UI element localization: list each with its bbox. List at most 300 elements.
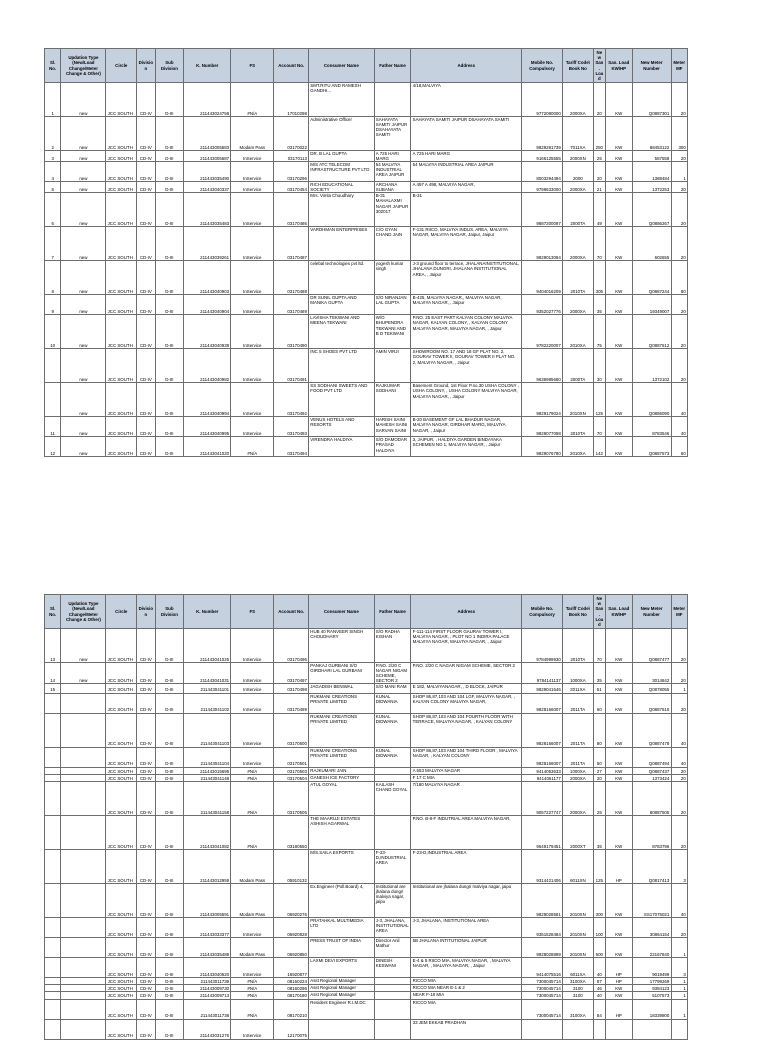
cell-san-load-unit: KW [605, 815, 632, 849]
cell-k-number: 211443041103 [184, 713, 231, 747]
cell-consumer-name: INC 5 SHOES PVT LTD [309, 349, 375, 383]
cell-circle: JCC SOUTH [106, 774, 137, 781]
cell-account-no: 03170498 [274, 684, 309, 693]
cell-mobile-no: 9404016209 [522, 261, 563, 295]
cell-fs: InService [231, 663, 274, 684]
cell-address: SHOWROOM NO. 17 AND 18 GF PLAT NO. 2, GOURAV TOWER II, GOURAV TOWER II PLAT NO. 2, MALVIYA NAGAR, , Jaipur [411, 349, 522, 383]
cell-circle: JCC SOUTH [106, 383, 137, 417]
cell-new-san-load: 142 [593, 437, 605, 457]
cell-consumer-name: DR. B LAL GUPTA [309, 151, 375, 162]
cell-meter-mf: 3 [671, 849, 688, 883]
cell-updation-type: new [61, 83, 106, 117]
cell-fs: InService [231, 151, 274, 162]
column-header-consumer-name: Consumer Name [309, 49, 375, 83]
cell-circle: JCC SOUTH [106, 663, 137, 684]
cell-father-name: Director Anil Mathur [374, 937, 411, 957]
cell-division: CD-IV [137, 883, 155, 917]
cell-k-number: 211443005583 [184, 117, 231, 151]
cell-sub-division: D-III [155, 774, 184, 781]
table-row [45, 629, 688, 663]
cell-circle: JCC SOUTH [106, 815, 137, 849]
column-header-sl-no: Sl. No. [45, 595, 61, 629]
cell-updation-type: new [61, 417, 106, 437]
cell-address: 33 JEM EKKAB PRADHAN [411, 1019, 522, 1039]
cell-k-number: 211443005591 [184, 883, 231, 917]
cell-consumer-name: PRESS TRUST OF INDIA [309, 937, 375, 957]
cell-new-san-load: 125 [593, 849, 605, 883]
column-header-mobile-no: Mobile No. Compulsory [522, 595, 563, 629]
cell-sub-division: D-III [155, 315, 184, 349]
cell-division: CD-IV [137, 977, 155, 984]
cell-new-san-load: 40 [593, 957, 605, 977]
cell-mobile-no: 9782220007 [522, 315, 563, 349]
cell-division: CD-IV [137, 937, 155, 957]
cell-consumer-name: celebal technologies pvt ltd. [309, 261, 375, 295]
cell-fs: Modam Pass [231, 849, 274, 883]
cell-circle: JCC SOUTH [106, 349, 137, 383]
cell-tariff-code: 2010TA [563, 261, 594, 295]
cell-updation-type: new [61, 117, 106, 151]
cell-circle: JCC SOUTH [106, 937, 137, 957]
column-header-fs: FS [231, 49, 274, 83]
cell-sl-no [45, 883, 61, 917]
cell-new-san-load: 51 [593, 684, 605, 693]
table-row [45, 781, 688, 815]
cell-san-load-unit: KW [605, 985, 632, 992]
column-header-father-name: Father Name [374, 595, 411, 629]
cell-san-load-unit: KW [605, 295, 632, 315]
cell-sl-no [45, 383, 61, 417]
cell-consumer-name: RAJKUMARI JAIN [309, 767, 375, 774]
cell-father-name: KUNAL DIDWANIA [374, 693, 411, 713]
cell-account-no: 08170180 [274, 992, 309, 999]
cell-k-number: 211443040903 [184, 261, 231, 295]
cell-father-name: Institutional are jhalana dungri malviya nagar, jaipu [374, 883, 411, 917]
column-header-circle: Circle [106, 595, 137, 629]
cell-account-no: 16920877 [274, 957, 309, 977]
cell-meter-mf: 20 [671, 815, 688, 849]
cell-mobile-no: 7300045714 [522, 999, 563, 1019]
cell-meter-mf: 1 [671, 985, 688, 992]
cell-account-no: 12170075 [274, 1019, 309, 1039]
cell-k-number: 211443040620 [184, 957, 231, 977]
cell-tariff-code [563, 1019, 594, 1039]
cell-account-no: 03170499 [274, 693, 309, 713]
column-header-consumer-name: Consumer Name [309, 595, 375, 629]
cell-san-load-unit: KW [605, 383, 632, 417]
cell-father-name [374, 83, 411, 117]
cell-account-no: 03170497 [274, 663, 309, 684]
cell-father-name: DINESH KESWANI [374, 957, 411, 977]
cell-mobile-no: 9649179451 [522, 815, 563, 849]
cell-circle: JCC SOUTH [106, 182, 137, 193]
cell-division: CD-IV [137, 917, 155, 937]
cell-meter-mf: 20 [671, 767, 688, 774]
cell-circle: JCC SOUTH [106, 151, 137, 162]
sheet2-table [44, 594, 688, 1040]
cell-consumer-name: Asst Regional Manager [309, 985, 375, 992]
cell-updation-type: new [61, 261, 106, 295]
cell-sub-division: D-III [155, 992, 184, 999]
cell-updation-type [61, 999, 106, 1019]
cell-tariff-code: 6011XA [563, 957, 594, 977]
cell-new-san-load: 25 [593, 781, 605, 815]
cell-tariff-code: 1000XA [563, 767, 594, 774]
cell-sub-division: D-III [155, 937, 184, 957]
cell-sl-no: 4 [45, 162, 61, 182]
cell-new-meter-number: SS17075021 [632, 883, 671, 917]
cell-address: J-3 ground floor to terrace, JHALANAINSTITUTIONAL, JHALANA DUNGRI, JHALANA INSTITUTIONAL AREA, , Jaipur [411, 261, 522, 295]
cell-k-number: 211443015695 [184, 767, 231, 774]
cell-new-meter-number: Q0887244 [632, 261, 671, 295]
cell-updation-type [61, 815, 106, 849]
cell-sub-division: D-III [155, 349, 184, 383]
cell-account-no: 17010298 [274, 83, 309, 117]
cell-meter-mf: 40 [671, 383, 688, 417]
cell-division: CD-IV [137, 781, 155, 815]
cell-updation-type [61, 693, 106, 713]
cell-account-no: 03170492 [274, 383, 309, 417]
cell-circle: JCC SOUTH [106, 83, 137, 117]
cell-circle: JCC SOUTH [106, 437, 137, 457]
cell-division: CD-IV [137, 999, 155, 1019]
cell-meter-mf: 20 [671, 83, 688, 117]
cell-consumer-name: Resident Engineer R.I.M.DC [309, 999, 375, 1019]
cell-updation-type [61, 977, 106, 984]
cell-address: F-111-114 FIRST FLOOR GAURAV TOWER I, MALVIYA NAGAR, , PLOT NO 1 INDIRA PALACE MALVIYA NAGAR, MALVIYA NAGAR, , Jaipur [411, 629, 522, 663]
cell-updation-type: new [61, 349, 106, 383]
cell-mobile-no: 9414053633 [522, 767, 563, 774]
cell-mobile-no: 7300045714 [522, 977, 563, 984]
cell-division: CD-IV [137, 693, 155, 713]
cell-updation-type: new [61, 182, 106, 193]
table-row [45, 693, 688, 713]
cell-division: CD-IV [137, 182, 155, 193]
cell-division: CD-IV [137, 1019, 155, 1039]
table-row [45, 83, 688, 117]
cell-address: SHOP 86,87,103 AND 104 THIRD FLOOR , MALVIYA NAGAR, , KALYAN COLONY [411, 747, 522, 767]
cell-fs: InService [231, 383, 274, 417]
cell-father-name: A 725 HARI MARG [374, 151, 411, 162]
cell-new-meter-number: Q0887615 [632, 693, 671, 713]
cell-circle: JCC SOUTH [106, 629, 137, 663]
cell-division: CD-IV [137, 83, 155, 117]
cell-new-san-load: 49 [593, 193, 605, 227]
table-row [45, 999, 688, 1019]
cell-address: 5B JHALANA INTITUTIONAL JAIPUR [411, 937, 522, 957]
cell-division: CD-IV [137, 629, 155, 663]
cell-meter-mf: 20 [671, 182, 688, 193]
cell-mobile-no: 9928028899 [522, 937, 563, 957]
cell-san-load-unit: KW [605, 315, 632, 349]
cell-division: CD-IV [137, 383, 155, 417]
cell-sub-division: D-III [155, 957, 184, 977]
cell-mobile-no: 9799633000 [522, 182, 563, 193]
cell-fs: #N/A [231, 815, 274, 849]
cell-updation-type [61, 985, 106, 992]
cell-father-name [374, 815, 411, 849]
cell-account-no: 03170489 [274, 295, 309, 315]
cell-consumer-name: GANESH ICE FACTORY [309, 774, 375, 781]
cell-father-name: J-3, JHALANA, INSTITUTIONAL AREA [374, 917, 411, 937]
cell-k-number: 211443041104 [184, 747, 231, 767]
cell-address: RICCO MIA [411, 999, 522, 1019]
cell-sub-division: D-III [155, 117, 184, 151]
cell-fs: #N/A [231, 767, 274, 774]
cell-division: CD-IV [137, 684, 155, 693]
cell-sub-division: D-III [155, 693, 184, 713]
cell-new-san-load: 35 [593, 815, 605, 849]
cell-address: F-131 RIICO, MALVIYA INDUS. AREA, MALVIYA NAGAR, MALVIYA NAGAR, Jaipur, Jaipur [411, 227, 522, 261]
column-header-father-name: Father Name [374, 49, 411, 83]
cell-new-meter-number: 3014842 [632, 663, 671, 684]
cell-fs: InService [231, 295, 274, 315]
cell-father-name: S/O NIRANJAN LAL GUPTA [374, 295, 411, 315]
cell-account-no: 03170113 [274, 151, 309, 162]
cell-fs: #N/A [231, 992, 274, 999]
cell-k-number: 211443040337 [184, 182, 231, 193]
column-header-meter-mf: Meter MF [671, 595, 688, 629]
cell-fs: #N/A [231, 774, 274, 781]
cell-sub-division: D-III [155, 883, 184, 917]
cell-tariff-code: 2010XN [563, 383, 594, 417]
cell-san-load-unit: KW [605, 151, 632, 162]
cell-mobile-no: 9829041646 [522, 684, 563, 693]
cell-fs: InService [231, 747, 274, 767]
cell-new-meter-number: 88453122 [632, 117, 671, 151]
cell-k-number: 211443009730 [184, 985, 231, 992]
cell-sl-no [45, 774, 61, 781]
cell-sub-division: D-III [155, 767, 184, 774]
cell-sub-division: D-III [155, 227, 184, 261]
table-row [45, 117, 688, 151]
cell-circle: JCC SOUTH [106, 917, 137, 937]
cell-updation-type [61, 684, 106, 693]
table-row [45, 663, 688, 684]
cell-mobile-no: 9636985660 [522, 349, 563, 383]
cell-sub-division: D-III [155, 815, 184, 849]
cell-san-load-unit: KW [605, 417, 632, 437]
cell-division: CD-IV [137, 117, 155, 151]
cell-mobile-no: 9828166007 [522, 713, 563, 747]
cell-san-load-unit: KW [605, 663, 632, 684]
cell-san-load-unit: KW [605, 693, 632, 713]
cell-sl-no [45, 693, 61, 713]
cell-sl-no [45, 349, 61, 383]
cell-sl-no [45, 849, 61, 883]
cell-sub-division: D-III [155, 83, 184, 117]
cell-circle: JCC SOUTH [106, 977, 137, 984]
cell-mobile-no: 9828166007 [522, 747, 563, 767]
cell-fs: InService [231, 193, 274, 227]
cell-consumer-name: PANKAJ GURBANI S/O GIRDHARI LAL GURBANI [309, 663, 375, 684]
cell-k-number: 211443031276 [184, 1019, 231, 1039]
column-header-k-number: K. Number [184, 595, 231, 629]
cell-address: F-23-D,INDUSTRIAL AREA [411, 849, 522, 883]
cell-meter-mf: 20 [671, 781, 688, 815]
cell-tariff-code: 2011TA [563, 747, 594, 767]
cell-division: CD-IV [137, 747, 155, 767]
cell-fs: InService [231, 957, 274, 977]
cell-father-name: S/O MANI RAM [374, 684, 411, 693]
cell-sl-no [45, 1019, 61, 1039]
cell-new-meter-number: Q0817413 [632, 849, 671, 883]
cell-account-no: 03170500 [274, 713, 309, 747]
cell-new-meter-number: Q0886267 [632, 193, 671, 227]
sheet-page-1 [44, 48, 688, 457]
cell-circle: JCC SOUTH [106, 713, 137, 747]
cell-address: RICCO MIA [411, 977, 522, 984]
cell-tariff-code: 2000XA [563, 182, 594, 193]
cell-consumer-name: THE MAARUJI ESTATES ASHISH AGARWAL [309, 815, 375, 849]
cell-mobile-no: 9166125555 [522, 151, 563, 162]
cell-k-number: 211443041020 [184, 437, 231, 457]
cell-sl-no: 11 [45, 417, 61, 437]
cell-sl-no [45, 957, 61, 977]
cell-new-meter-number: 1388484 [632, 162, 671, 182]
cell-address: B-20 BASEMENT GF LAL BHADUR NAGAR, MALVIYA NAGAR, GIRDHAR MARG, MALVIYA NAGAR, , Jaipur [411, 417, 522, 437]
cell-fs: InService [231, 261, 274, 295]
cell-meter-mf: 20 [671, 629, 688, 663]
cell-k-number: 211443041082 [184, 815, 231, 849]
cell-meter-mf: 20 [671, 315, 688, 349]
cell-meter-mf: 3 [671, 957, 688, 977]
cell-new-san-load: 80 [593, 713, 605, 747]
cell-sub-division: D-III [155, 977, 184, 984]
cell-new-meter-number: Q0887573 [632, 437, 671, 457]
cell-new-meter-number: 5107573 [632, 992, 671, 999]
cell-father-name: C/O GYAN CHAND JAIN [374, 227, 411, 261]
cell-account-no: 03170494 [274, 437, 309, 457]
cell-san-load-unit: KW [605, 747, 632, 767]
table-row [45, 985, 688, 992]
cell-account-no: 08160296 [274, 985, 309, 992]
cell-father-name: F-23-D,INDUSTRIAL AREA [374, 849, 411, 883]
column-header-address: Address [411, 595, 522, 629]
cell-account-no: 03170491 [274, 349, 309, 383]
cell-fs: InService [231, 417, 274, 437]
cell-updation-type: new [61, 193, 106, 227]
cell-division: CD-IV [137, 985, 155, 992]
cell-address: SHOP 86,87,103 AND 104 LGF, MALVIYA NAGAR, , KALYAN COLONY MALVIYA NAGAR, [411, 693, 522, 713]
cell-new-meter-number: 1372253 [632, 182, 671, 193]
cell-circle: JCC SOUTH [106, 957, 137, 977]
cell-address: B-31 [411, 193, 522, 227]
cell-san-load-unit: KW [605, 767, 632, 774]
cell-tariff-code: 7011XA [563, 117, 594, 151]
cell-new-san-load: 250 [593, 117, 605, 151]
table-row [45, 151, 688, 162]
cell-k-number: 211443040982 [184, 349, 231, 383]
cell-new-meter-number: Q0887437 [632, 767, 671, 774]
cell-san-load-unit: KW [605, 774, 632, 781]
column-header-meter-mf: Meter MF [671, 49, 688, 83]
cell-mobile-no: 9829028581 [522, 883, 563, 917]
column-header-sl-no: Sl. No. [45, 49, 61, 83]
cell-k-number: 211443005687 [184, 151, 231, 162]
cell-k-number: 211443040994 [184, 383, 231, 417]
cell-mobile-no: 7300045714 [522, 992, 563, 999]
cell-mobile-no: 9414075516 [522, 957, 563, 977]
cell-division: CD-IV [137, 261, 155, 295]
cell-new-san-load: 305 [593, 261, 605, 295]
cell-tariff-code: 3100XA [563, 999, 594, 1019]
cell-san-load-unit: HP [605, 957, 632, 977]
cell-division: CD-IV [137, 295, 155, 315]
cell-k-number: 211443041025 [184, 629, 231, 663]
cell-meter-mf: 60 [671, 437, 688, 457]
cell-meter-mf: 40 [671, 417, 688, 437]
cell-consumer-name: Administrative Officer [309, 117, 375, 151]
cell-consumer-name: RICH EDUCATIONAL SOCIETY [309, 182, 375, 193]
cell-division: CD-IV [137, 767, 155, 774]
cell-new-meter-number: Q0887301 [632, 83, 671, 117]
cell-consumer-name: Asst Regional Manager [309, 992, 375, 999]
cell-circle: JCC SOUTH [106, 315, 137, 349]
cell-updation-type: new [61, 227, 106, 261]
cell-new-san-load: 70 [593, 629, 605, 663]
cell-updation-type [61, 849, 106, 883]
table-row [45, 747, 688, 767]
cell-tariff-code: 2010TA [563, 417, 594, 437]
cell-consumer-name: VENUS HOTELS AND RESORTS [309, 417, 375, 437]
table-row [45, 349, 688, 383]
cell-sl-no [45, 937, 61, 957]
cell-father-name: KAILASH CHAND GOYAL [374, 781, 411, 815]
cell-circle: JCC SOUTH [106, 693, 137, 713]
cell-division: CD-IV [137, 162, 155, 182]
cell-tariff-code: 2000XA [563, 781, 594, 815]
cell-circle: JCC SOUTH [106, 162, 137, 182]
cell-division: CD-IV [137, 957, 155, 977]
cell-account-no: 08170210 [274, 999, 309, 1019]
cell-fs: #N/A [231, 781, 274, 815]
cell-meter-mf: 20 [671, 663, 688, 684]
cell-tariff-code: 2000XA [563, 295, 594, 315]
cell-consumer-name: DR SUNIL GUPTA AND MANIKA GUPTA [309, 295, 375, 315]
cell-meter-mf: 20 [671, 295, 688, 315]
cell-sl-no [45, 747, 61, 767]
cell-new-meter-number: Q0887477 [632, 629, 671, 663]
cell-new-meter-number: 19349007 [632, 295, 671, 315]
cell-sl-no: 8 [45, 261, 61, 295]
cell-fs: InService [231, 713, 274, 747]
cell-mobile-no: 9784999930 [522, 629, 563, 663]
cell-new-san-load: 20 [593, 83, 605, 117]
cell-division: CD-IV [137, 227, 155, 261]
cell-circle: JCC SOUTH [106, 985, 137, 992]
table-row [45, 713, 688, 747]
cell-k-number: 211443035483 [184, 193, 231, 227]
cell-tariff-code: 2010TA [563, 629, 594, 663]
cell-consumer-name: RUKMANI CREATIONS PRIVATE LIMITED [309, 747, 375, 767]
cell-account-no: 03170454 [274, 182, 309, 193]
cell-account-no: 06920850 [274, 937, 309, 957]
cell-new-san-load: 75 [593, 315, 605, 349]
cell-mobile-no: 9784141137 [522, 663, 563, 684]
cell-father-name: HARISH SAINI MAHESH SAINI SARVAN SAINI [374, 417, 411, 437]
cell-account-no: 03170503 [274, 767, 309, 774]
cell-k-number: 211443039261 [184, 227, 231, 261]
cell-fs: InService [231, 227, 274, 261]
cell-san-load-unit: KW [605, 162, 632, 182]
column-header-account-no: Account No. [274, 49, 309, 83]
cell-father-name: P.NO. 2/20 C NAGAR NIGAM SCHEME, SECTOR 2 [374, 663, 411, 684]
cell-consumer-name: M/S ATC TELECOM INFRASTRUCTURE PVT LTD [309, 162, 375, 182]
table-row [45, 162, 688, 182]
cell-sub-division: D-III [155, 747, 184, 767]
cell-sub-division: D-III [155, 713, 184, 747]
